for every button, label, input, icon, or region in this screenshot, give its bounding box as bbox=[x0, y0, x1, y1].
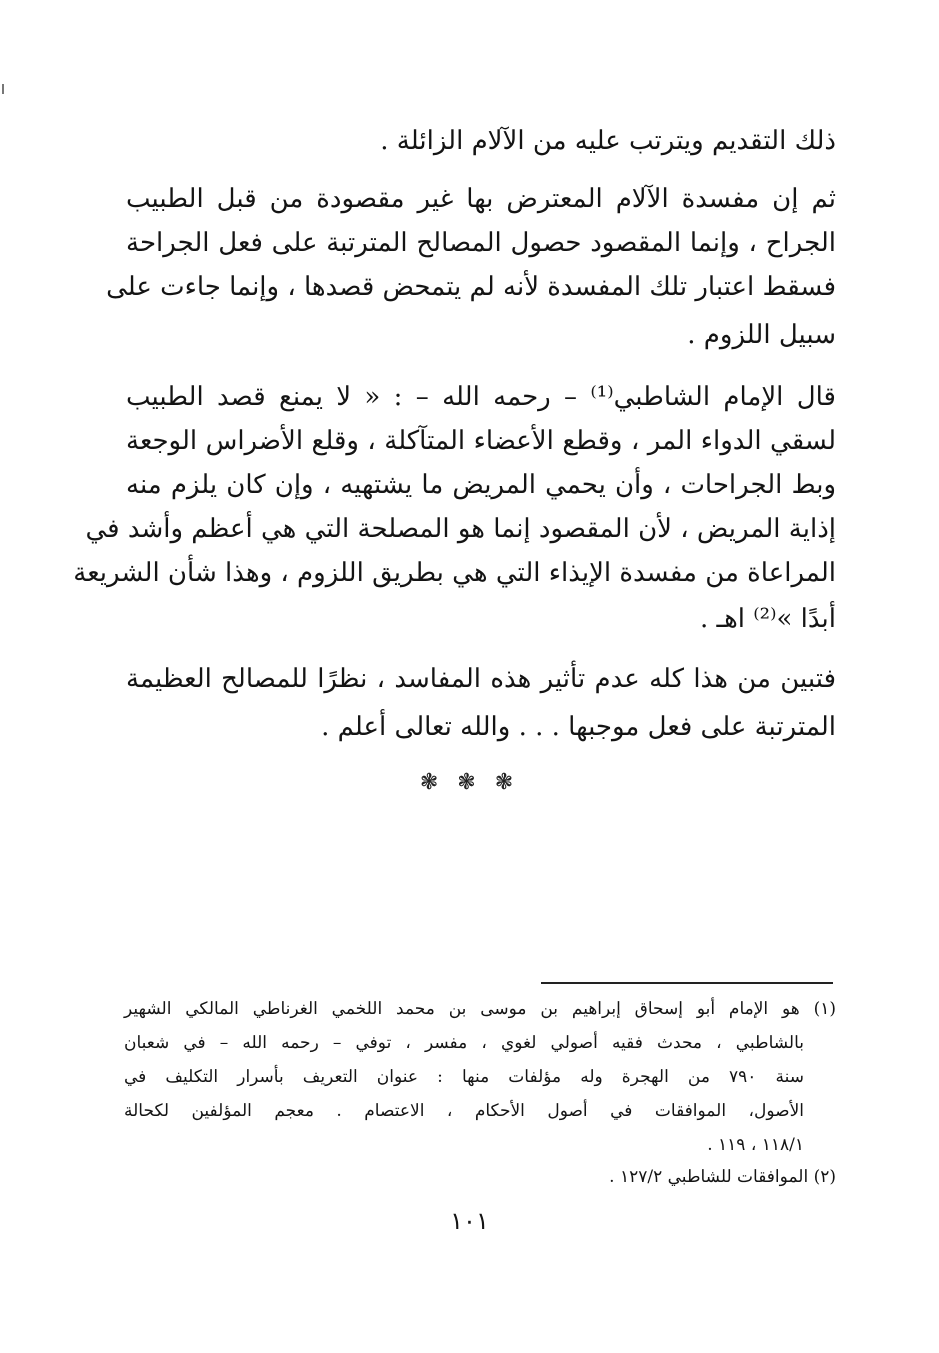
footnote-line: (٢) الموافقات للشاطبي ١٢٧/٢ . bbox=[609, 1167, 836, 1187]
body-line: سبيل اللزوم . bbox=[687, 320, 836, 350]
body-line: المراعاة من مفسدة الإيذاء التي هي بطريق اللزوم ، وهذا شأن الشريعة bbox=[73, 558, 836, 588]
body-line: إذاية المريض ، لأن المقصود إنما هو المصلحة التي هي أعظم وأشد في bbox=[85, 514, 836, 544]
footnote-line: ١١٨/١ ، ١١٩ . bbox=[707, 1135, 804, 1155]
body-line: قال الإمام الشاطبي⁽¹⁾ – رحمه الله – : « لا يمنع قصد الطبيب bbox=[126, 382, 836, 412]
page-number: ١٠١ bbox=[450, 1207, 489, 1235]
body-line: لسقي الدواء المر ، وقطع الأعضاء المتآكلة ، وقلع الأضراس الوجعة bbox=[126, 426, 836, 456]
footnote-line: الأصول، الموافقات في أصول الأحكام ، الاعتصام . معجم المؤلفين لكحالة bbox=[124, 1101, 804, 1121]
body-line: ثم إن مفسدة الآلام المعترض بها غير مقصودة من قبل الطبيب bbox=[126, 184, 836, 214]
body-line: أبدًا »⁽²⁾ اهـ . bbox=[699, 604, 836, 634]
body-line: المترتبة على فعل موجبها . . . والله تعالى أعلم . bbox=[321, 712, 836, 742]
body-line: فتبين من هذا كله عدم تأثير هذه المفاسد ، نظرًا للمصالح العظيمة bbox=[126, 664, 836, 694]
scan-edge-mark bbox=[2, 84, 4, 94]
footnote-line: سنة ٧٩٠ من الهجرة وله مؤلفات منها : عنوان التعريف بأسرار التكليف في bbox=[124, 1067, 804, 1087]
body-line: ذلك التقديم ويترتب عليه من الآلام الزائلة . bbox=[380, 126, 836, 156]
body-line: فسقط اعتبار تلك المفسدة لأنه لم يتمحض قصدها ، وإنما جاءت على bbox=[106, 272, 836, 302]
footnote-rule bbox=[541, 982, 833, 984]
body-line: الجراح ، وإنما المقصود حصول المصالح المترتبة على فعل الجراحة bbox=[126, 228, 836, 258]
footnote-line: بالشاطبي ، محدث فقيه أصولي لغوي ، مفسر ، توفي – رحمه الله – في شعبان bbox=[124, 1033, 804, 1053]
section-separator: ❃ ❃ ❃ bbox=[419, 770, 520, 795]
body-line: وبط الجراحات ، وأن يحمي المريض ما يشتهيه ، وإن كان يلزم منه bbox=[126, 470, 836, 500]
footnote-line: (١) هو الإمام أبو إسحاق إبراهيم بن موسى بن محمد اللخمي الغرناطي المالكي الشهير bbox=[124, 999, 836, 1019]
